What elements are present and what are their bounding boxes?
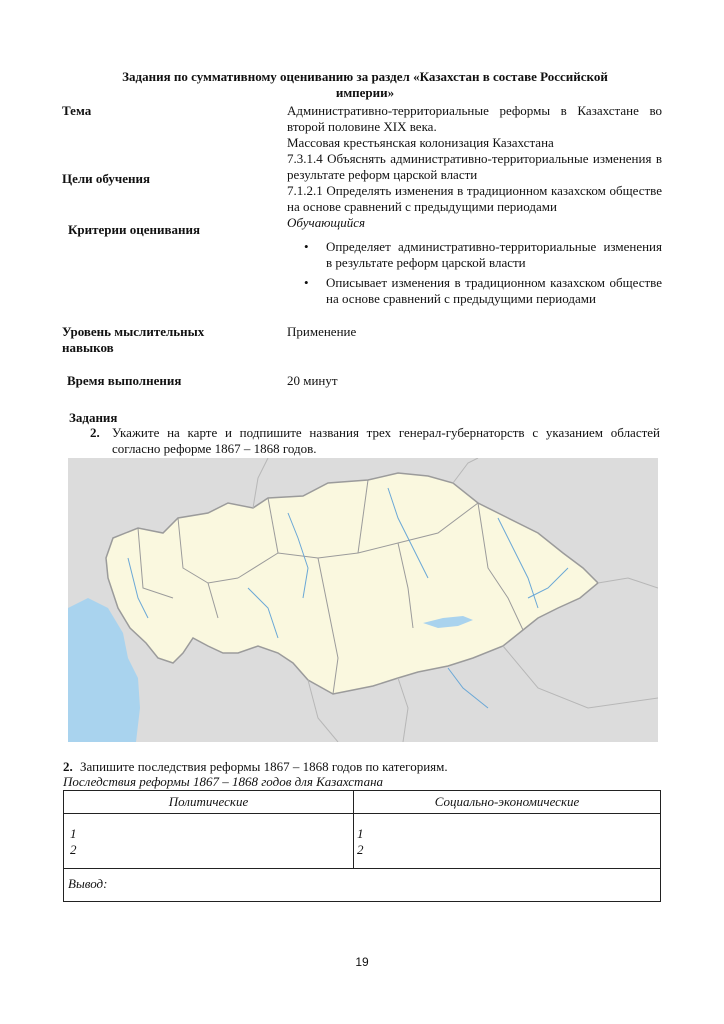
topic-value-1: Административно-территориальные реформы в Казахстане во второй половине XIX века. <box>287 103 662 134</box>
time-value: 20 минут <box>287 373 338 388</box>
tasks-heading: Задания <box>69 410 118 425</box>
time-label: Время выполнения <box>67 373 182 388</box>
skills-label: Уровень мыслительных навыков <box>62 324 205 355</box>
criteria-list <box>300 239 662 311</box>
table-caption: Последствия реформы 1867 – 1868 годов для Казахстана <box>63 774 384 789</box>
criteria-item: • Описывает изменения в традиционном казахском обществе на основе сравнений с предыдущими периодами <box>304 275 662 306</box>
bullet-icon: • <box>304 239 309 254</box>
socioeconomic-row-1[interactable]: 1 <box>357 826 364 841</box>
consequences-table <box>63 790 661 902</box>
table-conclusion-divider <box>64 868 660 869</box>
title-line-1: Задания по суммативному оцениванию за раздел «Казахстан в составе Российской <box>122 69 608 84</box>
title-line-2: империи» <box>335 85 395 100</box>
criteria-label: Критерии оценивания <box>68 222 201 237</box>
topic-value-2: Массовая крестьянская колонизация Казахстана <box>287 135 554 150</box>
topic-value <box>287 103 662 231</box>
criteria-item: • Определяет административно-территориальные изменения в результате реформ царской власти <box>304 239 662 270</box>
criteria-intro: Обучающийся <box>287 215 366 230</box>
socioeconomic-row-2[interactable]: 2 <box>357 842 364 857</box>
task2-number: 2. <box>63 759 73 774</box>
goal-1: 7.3.1.4 Объяснять административно-территориальные изменения в результате реформ царской власти <box>287 151 662 182</box>
table-header-political: Политические <box>168 794 249 809</box>
kazakhstan-map <box>68 458 658 742</box>
task2-text: Запишите последствия реформы 1867 – 1868 годов по категориям. <box>80 759 448 774</box>
bullet-icon: • <box>304 275 309 290</box>
political-row-1[interactable]: 1 <box>70 826 77 841</box>
page-title <box>60 69 670 101</box>
table-header-socioeconomic: Социально-экономические <box>434 794 580 809</box>
skills-value: Применение <box>287 324 357 339</box>
goals-label: Цели обучения <box>62 171 151 186</box>
conclusion-field[interactable]: Вывод: <box>68 876 108 891</box>
page-number: 19 <box>355 955 369 969</box>
task1-text: Укажите на карте и подпишите названия трех генерал-губернаторств с указанием областей согласно реформе 1867 – 1868 годов. <box>112 425 660 456</box>
table-header-divider <box>64 813 660 814</box>
goal-2: 7.1.2.1 Определять изменения в традиционном казахском обществе на основе сравнений с предыдущими периодами <box>287 183 662 214</box>
task1-number: 2. <box>90 425 100 440</box>
topic-label: Тема <box>62 103 92 118</box>
political-row-2[interactable]: 2 <box>70 842 77 857</box>
